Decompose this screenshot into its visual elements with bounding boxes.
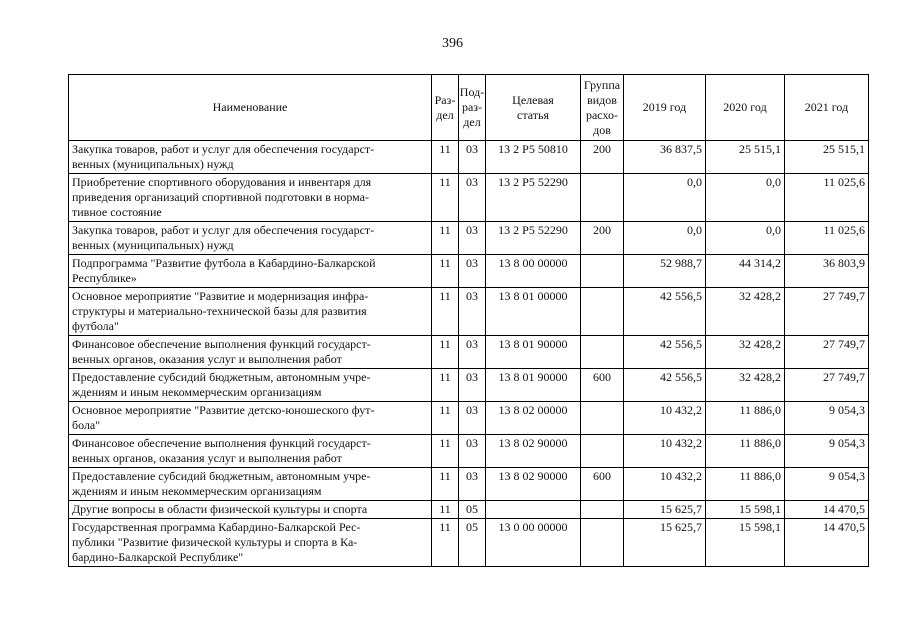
row-subsection: 03	[459, 174, 486, 222]
row-subsection: 03	[459, 336, 486, 369]
row-name: Подпрограмма "Развитие футбола в Кабардино-Балкарской Республике»	[69, 255, 432, 288]
row-target: 13 2 P5 52290	[486, 222, 581, 255]
row-2020: 15 598,1	[706, 519, 785, 567]
row-subsection: 03	[459, 402, 486, 435]
row-2019: 36 837,5	[624, 141, 706, 174]
header-section	[432, 75, 459, 141]
table-row	[69, 369, 869, 402]
row-group	[581, 501, 624, 519]
row-group	[581, 336, 624, 369]
row-2020: 32 428,2	[706, 369, 785, 402]
row-target: 13 8 01 00000	[486, 288, 581, 336]
row-2021: 9 054,3	[785, 435, 869, 468]
table-row	[69, 435, 869, 468]
row-subsection: 05	[459, 519, 486, 567]
header-target	[486, 75, 581, 141]
row-2019: 10 432,2	[624, 435, 706, 468]
row-name: Закупка товаров, работ и услуг для обеспечения государст- венных (муниципальных) нужд	[69, 222, 432, 255]
row-section: 11	[432, 174, 459, 222]
row-2020: 44 314,2	[706, 255, 785, 288]
budget-table	[68, 74, 869, 567]
row-2020: 0,0	[706, 174, 785, 222]
row-2020: 32 428,2	[706, 336, 785, 369]
row-name: Государственная программа Кабардино-Балкарской Рес- публики "Развитие физической культуры и спорта в Ка- бардино-Балкарской Республике"	[69, 519, 432, 567]
row-section: 11	[432, 288, 459, 336]
header-2019: 2019 год	[624, 75, 706, 141]
header-subsection	[459, 75, 486, 141]
header-group	[581, 75, 624, 141]
row-target: 13 8 02 00000	[486, 402, 581, 435]
table-row	[69, 336, 869, 369]
row-subsection: 03	[459, 222, 486, 255]
row-section: 11	[432, 222, 459, 255]
row-subsection: 03	[459, 435, 486, 468]
header-2020: 2020 год	[706, 75, 785, 141]
table-row	[69, 222, 869, 255]
row-name: Предоставление субсидий бюджетным, автономным учре- ждениям и иным некоммерческим организациям	[69, 468, 432, 501]
row-2019: 42 556,5	[624, 288, 706, 336]
row-2021: 9 054,3	[785, 402, 869, 435]
row-subsection: 03	[459, 468, 486, 501]
table-row	[69, 288, 869, 336]
header-target-text: Целевая статья	[512, 92, 554, 122]
row-target: 13 8 02 90000	[486, 468, 581, 501]
row-group: 600	[581, 369, 624, 402]
row-group	[581, 174, 624, 222]
row-2020: 25 515,1	[706, 141, 785, 174]
row-target: 13 8 00 00000	[486, 255, 581, 288]
row-name: Основное мероприятие "Развитие и модернизация инфра- структуры и материально-технической базы для развития футбола"	[69, 288, 432, 336]
row-2019: 10 432,2	[624, 402, 706, 435]
row-target: 13 8 01 90000	[486, 336, 581, 369]
row-section: 11	[432, 501, 459, 519]
row-section: 11	[432, 519, 459, 567]
row-group	[581, 288, 624, 336]
row-group: 600	[581, 468, 624, 501]
row-group	[581, 519, 624, 567]
row-2021: 11 025,6	[785, 174, 869, 222]
row-section: 11	[432, 369, 459, 402]
table-row	[69, 402, 869, 435]
row-name: Предоставление субсидий бюджетным, автономным учре- ждениям и иным некоммерческим организациям	[69, 369, 432, 402]
row-2021: 14 470,5	[785, 519, 869, 567]
row-target: 13 2 P5 52290	[486, 174, 581, 222]
row-2020: 11 886,0	[706, 402, 785, 435]
table-row	[69, 174, 869, 222]
row-2019: 52 988,7	[624, 255, 706, 288]
row-2021: 27 749,7	[785, 288, 869, 336]
table-row	[69, 468, 869, 501]
row-subsection: 03	[459, 369, 486, 402]
row-name: Финансовое обеспечение выполнения функций государст- венных органов, оказания услуг и выполнения работ	[69, 336, 432, 369]
table-header-row	[69, 75, 869, 141]
row-section: 11	[432, 468, 459, 501]
row-subsection: 03	[459, 255, 486, 288]
row-2019: 0,0	[624, 174, 706, 222]
row-target: 13 2 P5 50810	[486, 141, 581, 174]
row-2019: 15 625,7	[624, 501, 706, 519]
row-2020: 11 886,0	[706, 468, 785, 501]
header-subsection-text: Под- раз- дел	[459, 85, 485, 129]
row-2021: 14 470,5	[785, 501, 869, 519]
row-2019: 42 556,5	[624, 369, 706, 402]
row-name: Финансовое обеспечение выполнения функций государст- венных органов, оказания услуг и выполнения работ	[69, 435, 432, 468]
row-group	[581, 402, 624, 435]
row-2021: 25 515,1	[785, 141, 869, 174]
row-target: 13 0 00 00000	[486, 519, 581, 567]
page-number: 396	[442, 36, 463, 51]
row-group	[581, 255, 624, 288]
row-2021: 36 803,9	[785, 255, 869, 288]
row-target	[486, 501, 581, 519]
row-2021: 27 749,7	[785, 336, 869, 369]
row-name: Другие вопросы в области физической культуры и спорта	[69, 501, 432, 519]
row-group: 200	[581, 141, 624, 174]
table-row	[69, 519, 869, 567]
row-2021: 11 025,6	[785, 222, 869, 255]
table-row	[69, 501, 869, 519]
header-2021: 2021 год	[785, 75, 869, 141]
row-name: Основное мероприятие "Развитие детско-юношеского фут- бола"	[69, 402, 432, 435]
header-name: Наименование	[69, 75, 432, 141]
row-section: 11	[432, 402, 459, 435]
row-2020: 15 598,1	[706, 501, 785, 519]
row-2020: 11 886,0	[706, 435, 785, 468]
row-section: 11	[432, 336, 459, 369]
row-target: 13 8 01 90000	[486, 369, 581, 402]
row-2019: 10 432,2	[624, 468, 706, 501]
header-group-text: Группа видов расхо- дов	[583, 77, 621, 137]
table-body	[69, 141, 869, 567]
row-2019: 42 556,5	[624, 336, 706, 369]
row-2020: 0,0	[706, 222, 785, 255]
row-group: 200	[581, 222, 624, 255]
row-section: 11	[432, 255, 459, 288]
row-2021: 9 054,3	[785, 468, 869, 501]
row-2020: 32 428,2	[706, 288, 785, 336]
row-target: 13 8 02 90000	[486, 435, 581, 468]
table-row	[69, 141, 869, 174]
row-2019: 0,0	[624, 222, 706, 255]
row-subsection: 03	[459, 288, 486, 336]
row-section: 11	[432, 435, 459, 468]
table-row	[69, 255, 869, 288]
row-group	[581, 435, 624, 468]
row-section: 11	[432, 141, 459, 174]
row-name: Приобретение спортивного оборудования и инвентаря для приведения организаций спортивной подготовки в норма- тивное состояние	[69, 174, 432, 222]
row-name: Закупка товаров, работ и услуг для обеспечения государст- венных (муниципальных) нужд	[69, 141, 432, 174]
header-section-text: Раз- дел	[434, 92, 456, 122]
row-2019: 15 625,7	[624, 519, 706, 567]
row-subsection: 05	[459, 501, 486, 519]
row-2021: 27 749,7	[785, 369, 869, 402]
row-subsection: 03	[459, 141, 486, 174]
